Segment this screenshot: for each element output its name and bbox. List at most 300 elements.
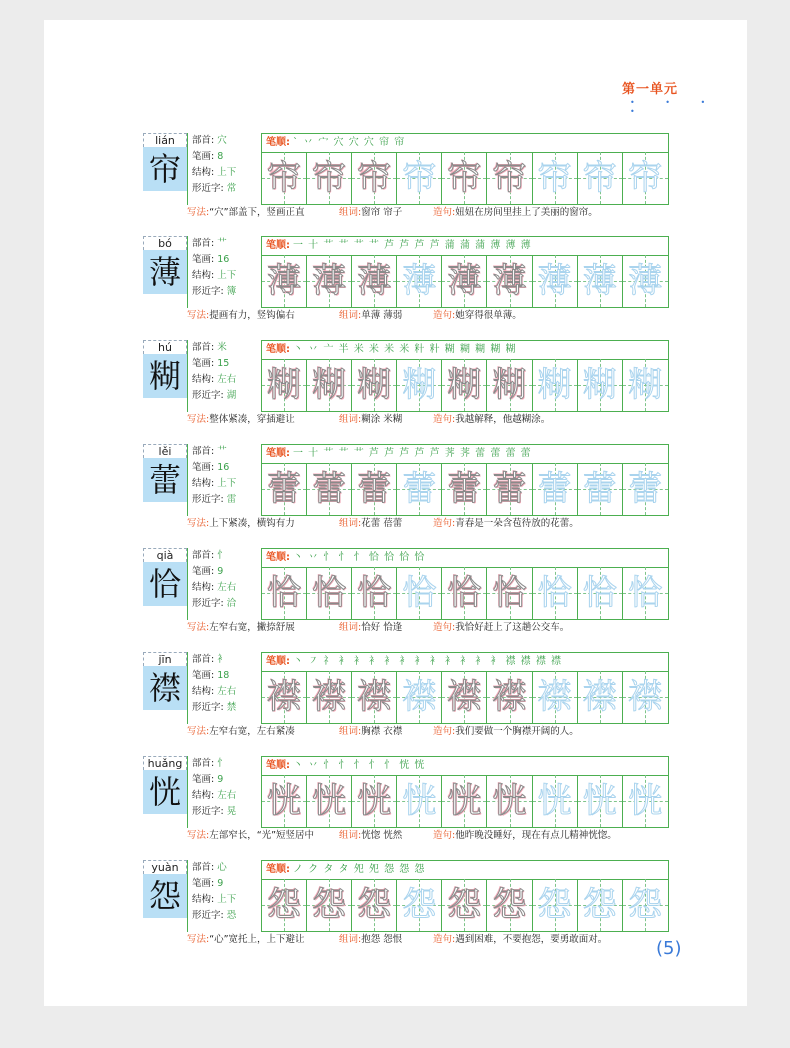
trace-character: 帘 <box>492 158 527 198</box>
trace-character: 薄 <box>267 261 302 301</box>
radical-label: 部首: <box>192 550 215 561</box>
practice-cell <box>533 775 578 827</box>
character-info <box>187 133 262 205</box>
stroke-order-label: 笔顺: <box>266 864 290 875</box>
practice-grid <box>261 756 669 828</box>
outline-character: 恍 <box>628 781 663 821</box>
word-examples <box>339 830 402 842</box>
trace-character: 襟 <box>267 677 302 717</box>
stroke-order-row <box>262 653 668 672</box>
writing-text: 上下紧凑，横钩有力 <box>209 518 295 529</box>
pinyin: lián <box>143 133 187 147</box>
word-examples <box>339 622 402 634</box>
practice-cells <box>262 152 668 204</box>
practice-cell <box>397 671 442 723</box>
workbook-page <box>44 20 747 1006</box>
sentence-text: 遇到困难，不要抱怨，要勇敢面对。 <box>455 934 608 945</box>
trace-character: 薄 <box>312 261 347 301</box>
words-label: 组词: <box>339 934 362 945</box>
outline-character: 襟 <box>537 677 572 717</box>
trace-character: 襟 <box>447 677 482 717</box>
similar-value: 簿 <box>226 286 237 297</box>
character-entry <box>143 133 669 217</box>
outline-character: 蕾 <box>628 469 663 509</box>
structure-label: 结构: <box>192 686 215 697</box>
writing-text: 提画有力，竖钩偏右 <box>209 310 295 321</box>
practice-cell <box>533 359 578 411</box>
unit-title: 第一单元 <box>622 82 679 97</box>
usage-row <box>187 726 669 738</box>
practice-cell <box>307 463 352 515</box>
trace-character: 薄 <box>357 261 392 301</box>
strokes-value: 16 <box>217 254 230 265</box>
outline-character: 恍 <box>402 781 437 821</box>
structure-label: 结构: <box>192 167 215 178</box>
outline-character: 恍 <box>582 781 617 821</box>
outline-character: 帘 <box>402 158 437 198</box>
trace-character: 帘 <box>447 158 482 198</box>
trace-character: 恍 <box>357 781 392 821</box>
practice-cells <box>262 463 668 515</box>
practice-cell <box>352 775 397 827</box>
practice-grid <box>261 236 669 308</box>
trace-character: 襟 <box>357 677 392 717</box>
outline-character: 蕾 <box>537 469 572 509</box>
outline-character: 怨 <box>537 885 572 925</box>
trace-character: 恰 <box>447 573 482 613</box>
outline-character: 薄 <box>402 261 437 301</box>
sentence-text: 妞妞在房间里挂上了美丽的窗帘。 <box>455 207 598 218</box>
words-label: 组词: <box>339 310 362 321</box>
practice-grid <box>261 133 669 205</box>
outline-character: 怨 <box>628 885 663 925</box>
radical-row <box>188 236 262 252</box>
strokes-value: 9 <box>217 566 224 577</box>
pinyin: lěi <box>143 444 187 458</box>
outline-character: 糊 <box>537 365 572 405</box>
structure-value: 上下 <box>217 894 237 905</box>
sentence-text: 我恰好赶上了这趟公交车。 <box>455 622 570 633</box>
writing-tip <box>187 310 295 322</box>
strokes-label: 笔画: <box>192 878 215 889</box>
trace-character: 恰 <box>492 573 527 613</box>
radical-label: 部首: <box>192 446 215 457</box>
words-text: 恍惚 恍然 <box>361 830 403 841</box>
structure-row <box>188 372 262 388</box>
words-text: 花蕾 蓓蕾 <box>361 518 403 529</box>
radical-value: 艹 <box>217 238 227 249</box>
practice-cell <box>442 152 487 204</box>
similar-label: 形近字: <box>192 806 224 817</box>
radical-value: 米 <box>217 342 227 353</box>
stroke-order-label: 笔顺: <box>266 137 290 148</box>
trace-character: 蕾 <box>447 469 482 509</box>
sentence-text: 我越解释，他越糊涂。 <box>455 414 551 425</box>
practice-cell <box>578 255 623 307</box>
stroke-order-sequence: 一 十 艹 艹 艹 芦 芦 芦 芦 芦 荠 荠 蕾 蕾 蕾 蕾 <box>293 448 532 459</box>
words-label: 组词: <box>339 622 362 633</box>
stroke-order-row <box>262 861 668 880</box>
practice-cell <box>262 775 307 827</box>
character-entry <box>143 548 669 632</box>
strokes-label: 笔画: <box>192 254 215 265</box>
structure-row <box>188 580 262 596</box>
outline-character: 薄 <box>582 261 617 301</box>
radical-row <box>188 756 262 772</box>
stroke-order-row <box>262 757 668 776</box>
character-card <box>143 236 187 308</box>
outline-character: 怨 <box>402 885 437 925</box>
practice-cell <box>578 463 623 515</box>
outline-character: 恰 <box>537 573 572 613</box>
stroke-order-row <box>262 237 668 256</box>
outline-character: 糊 <box>402 365 437 405</box>
similar-label: 形近字: <box>192 702 224 713</box>
word-examples <box>339 207 402 219</box>
similar-value: 恐 <box>226 910 237 921</box>
trace-character: 恰 <box>267 573 302 613</box>
writing-label: 写法: <box>187 414 210 425</box>
stroke-order-label: 笔顺: <box>266 240 290 251</box>
practice-cell <box>397 567 442 619</box>
sentence-label: 造句: <box>433 622 456 633</box>
trace-character: 薄 <box>447 261 482 301</box>
practice-grid <box>261 652 669 724</box>
radical-label: 部首: <box>192 238 215 249</box>
stroke-order-sequence: 一 十 艹 艹 艹 艹 芦 芦 芦 芦 蒲 蒲 蒲 薄 薄 薄 <box>293 240 532 251</box>
outline-character: 襟 <box>628 677 663 717</box>
trace-character: 恰 <box>312 573 347 613</box>
strokes-value: 8 <box>217 151 224 162</box>
practice-cell <box>352 255 397 307</box>
structure-row <box>188 684 262 700</box>
strokes-value: 16 <box>217 462 230 473</box>
radical-label: 部首: <box>192 654 215 665</box>
structure-label: 结构: <box>192 374 215 385</box>
structure-value: 左右 <box>217 582 237 593</box>
structure-row <box>188 788 262 804</box>
practice-cell <box>262 567 307 619</box>
trace-character: 襟 <box>312 677 347 717</box>
trace-character: 蕾 <box>357 469 392 509</box>
practice-cell <box>623 671 668 723</box>
pinyin: bó <box>143 236 187 250</box>
practice-cell <box>352 463 397 515</box>
stroke-order-label: 笔顺: <box>266 552 290 563</box>
words-text: 恰好 恰逢 <box>361 622 403 633</box>
trace-character: 襟 <box>492 677 527 717</box>
writing-label: 写法: <box>187 622 210 633</box>
practice-cells <box>262 775 668 827</box>
similar-row <box>188 804 262 820</box>
page-number: (5) <box>656 938 682 959</box>
outline-character: 薄 <box>628 261 663 301</box>
outline-character: 糊 <box>628 365 663 405</box>
pinyin: huǎng <box>143 756 187 770</box>
practice-cell <box>397 879 442 931</box>
main-character: 薄 <box>143 250 187 294</box>
practice-cell <box>487 463 532 515</box>
sentence-text: 青春是一朵含苞待放的花蕾。 <box>455 518 579 529</box>
trace-character: 怨 <box>357 885 392 925</box>
writing-tip <box>187 622 295 634</box>
practice-cell <box>352 359 397 411</box>
writing-tip <box>187 207 305 219</box>
trace-character: 怨 <box>267 885 302 925</box>
outline-character: 怨 <box>582 885 617 925</box>
trace-character: 恍 <box>312 781 347 821</box>
words-text: 抱怨 怨恨 <box>361 934 403 945</box>
main-character: 恍 <box>143 770 187 814</box>
radical-value: 艹 <box>217 446 227 457</box>
practice-cells <box>262 879 668 931</box>
practice-cell <box>578 671 623 723</box>
strokes-row <box>188 772 262 788</box>
word-examples <box>339 934 402 946</box>
character-info <box>187 236 262 308</box>
character-entry <box>143 860 669 944</box>
character-info <box>187 340 262 412</box>
practice-cell <box>623 879 668 931</box>
example-sentence <box>433 934 607 946</box>
trace-character: 怨 <box>312 885 347 925</box>
stroke-order-sequence: 丶 丷 亠 半 米 米 米 米 籵 籵 糊 糊 糊 糊 糊 <box>293 344 517 355</box>
practice-cell <box>623 567 668 619</box>
sentence-label: 造句: <box>433 830 456 841</box>
strokes-value: 15 <box>217 358 230 369</box>
words-text: 胸襟 衣襟 <box>361 726 403 737</box>
trace-character: 糊 <box>312 365 347 405</box>
practice-cell <box>442 567 487 619</box>
character-info <box>187 860 262 932</box>
structure-value: 左右 <box>217 790 237 801</box>
similar-row <box>188 388 262 404</box>
pinyin: yuàn <box>143 860 187 874</box>
outline-character: 恍 <box>537 781 572 821</box>
pinyin: jīn <box>143 652 187 666</box>
radical-row <box>188 340 262 356</box>
structure-value: 左右 <box>217 374 237 385</box>
practice-cell <box>578 879 623 931</box>
trace-character: 糊 <box>492 365 527 405</box>
practice-cell <box>397 152 442 204</box>
practice-cell <box>487 567 532 619</box>
strokes-row <box>188 668 262 684</box>
practice-grid <box>261 340 669 412</box>
practice-cell <box>352 671 397 723</box>
writing-label: 写法: <box>187 207 210 218</box>
words-text: 窗帘 帘子 <box>361 207 403 218</box>
practice-cell <box>307 255 352 307</box>
practice-cell <box>352 879 397 931</box>
practice-cell <box>442 463 487 515</box>
similar-label: 形近字: <box>192 183 224 194</box>
practice-cell <box>533 152 578 204</box>
character-entry <box>143 236 669 320</box>
words-label: 组词: <box>339 207 362 218</box>
practice-cell <box>442 879 487 931</box>
practice-cell <box>307 671 352 723</box>
practice-cells <box>262 671 668 723</box>
practice-cell <box>397 775 442 827</box>
outline-character: 恰 <box>628 573 663 613</box>
outline-character: 帘 <box>628 158 663 198</box>
structure-row <box>188 268 262 284</box>
practice-cell <box>352 567 397 619</box>
sentence-label: 造句: <box>433 726 456 737</box>
main-character: 糊 <box>143 354 187 398</box>
stroke-order-sequence: ノ ク タ タ 夗 夗 怨 怨 怨 <box>293 864 426 875</box>
similar-value: 雷 <box>226 494 237 505</box>
structure-label: 结构: <box>192 582 215 593</box>
strokes-label: 笔画: <box>192 774 215 785</box>
practice-cell <box>533 879 578 931</box>
trace-character: 糊 <box>357 365 392 405</box>
stroke-order-sequence: 丶 丷 忄 忄 忄 忄 忄 恍 恍 <box>293 760 426 771</box>
character-entry <box>143 340 669 424</box>
example-sentence <box>433 207 598 219</box>
strokes-label: 笔画: <box>192 462 215 473</box>
similar-row <box>188 181 262 197</box>
words-label: 组词: <box>339 518 362 529</box>
practice-cell <box>533 567 578 619</box>
character-entry <box>143 652 669 736</box>
trace-character: 薄 <box>492 261 527 301</box>
strokes-row <box>188 252 262 268</box>
example-sentence <box>433 830 617 842</box>
outline-character: 恰 <box>402 573 437 613</box>
emphasis-dots: • • • • <box>630 98 720 116</box>
stroke-order-label: 笔顺: <box>266 448 290 459</box>
practice-cell <box>487 359 532 411</box>
words-text: 单薄 薄弱 <box>361 310 403 321</box>
main-character: 帘 <box>143 147 187 191</box>
outline-character: 帘 <box>582 158 617 198</box>
similar-row <box>188 284 262 300</box>
example-sentence <box>433 726 579 738</box>
practice-cell <box>442 255 487 307</box>
structure-label: 结构: <box>192 270 215 281</box>
practice-cell <box>397 255 442 307</box>
example-sentence <box>433 310 522 322</box>
practice-cell <box>623 775 668 827</box>
radical-label: 部首: <box>192 342 215 353</box>
similar-row <box>188 596 262 612</box>
writing-tip <box>187 934 305 946</box>
stroke-order-sequence: 丶 ㇇ 礻 衤 衤 衤 衤 衤 衤 衤 衤 衤 衤 衤 襟 襟 襟 襟 <box>293 656 563 667</box>
outline-character: 襟 <box>582 677 617 717</box>
character-card <box>143 444 187 516</box>
outline-character: 蕾 <box>582 469 617 509</box>
outline-character: 薄 <box>537 261 572 301</box>
writing-label: 写法: <box>187 726 210 737</box>
words-text: 糊涂 米糊 <box>361 414 403 425</box>
radical-row <box>188 444 262 460</box>
sentence-label: 造句: <box>433 414 456 425</box>
practice-cell <box>352 152 397 204</box>
main-character: 蕾 <box>143 458 187 502</box>
practice-cell <box>487 671 532 723</box>
strokes-row <box>188 876 262 892</box>
similar-label: 形近字: <box>192 598 224 609</box>
usage-row <box>187 414 669 426</box>
sentence-label: 造句: <box>433 518 456 529</box>
outline-character: 糊 <box>582 365 617 405</box>
stroke-order-sequence: ` 丷 宀 穴 穴 穴 帘 帘 <box>293 137 406 148</box>
strokes-label: 笔画: <box>192 358 215 369</box>
trace-character: 蕾 <box>492 469 527 509</box>
words-label: 组词: <box>339 726 362 737</box>
character-card <box>143 133 187 205</box>
strokes-row <box>188 356 262 372</box>
similar-label: 形近字: <box>192 286 224 297</box>
writing-text: 左窄右宽，左右紧凑 <box>209 726 295 737</box>
trace-character: 糊 <box>447 365 482 405</box>
strokes-row <box>188 149 262 165</box>
strokes-label: 笔画: <box>192 566 215 577</box>
similar-label: 形近字: <box>192 494 224 505</box>
practice-grid <box>261 860 669 932</box>
practice-cell <box>487 255 532 307</box>
writing-text: “心”宽托上，上下避让 <box>209 934 305 945</box>
practice-cell <box>307 567 352 619</box>
practice-cell <box>307 879 352 931</box>
outline-character: 襟 <box>402 677 437 717</box>
practice-cells <box>262 567 668 619</box>
writing-tip <box>187 830 314 842</box>
practice-cell <box>397 359 442 411</box>
writing-text: 左窄右宽，撇捺舒展 <box>209 622 295 633</box>
words-label: 组词: <box>339 414 362 425</box>
words-label: 组词: <box>339 830 362 841</box>
similar-label: 形近字: <box>192 390 224 401</box>
strokes-value: 9 <box>217 878 224 889</box>
trace-character: 怨 <box>447 885 482 925</box>
outline-character: 蕾 <box>402 469 437 509</box>
practice-cells <box>262 359 668 411</box>
trace-character: 恰 <box>357 573 392 613</box>
trace-character: 蕾 <box>312 469 347 509</box>
practice-cell <box>262 879 307 931</box>
character-card <box>143 340 187 412</box>
practice-cell <box>533 671 578 723</box>
character-info <box>187 652 262 724</box>
practice-cell <box>578 152 623 204</box>
writing-text: “穴”部盖下，竖画正直 <box>209 207 305 218</box>
similar-row <box>188 492 262 508</box>
practice-cell <box>487 879 532 931</box>
example-sentence <box>433 414 550 426</box>
practice-cell <box>397 463 442 515</box>
practice-cell <box>487 775 532 827</box>
similar-label: 形近字: <box>192 910 224 921</box>
strokes-label: 笔画: <box>192 151 215 162</box>
practice-grid <box>261 444 669 516</box>
trace-character: 帘 <box>267 158 302 198</box>
usage-row <box>187 310 669 322</box>
stroke-order-label: 笔顺: <box>266 656 290 667</box>
main-character: 襟 <box>143 666 187 710</box>
stroke-order-label: 笔顺: <box>266 760 290 771</box>
writing-text: 左部窄长，“光”短竖居中 <box>209 830 315 841</box>
sentence-text: 我们要做一个胸襟开阔的人。 <box>455 726 579 737</box>
character-entry <box>143 444 669 528</box>
practice-cells <box>262 255 668 307</box>
practice-cell <box>578 359 623 411</box>
structure-value: 左右 <box>217 686 237 697</box>
strokes-row <box>188 460 262 476</box>
practice-cell <box>578 775 623 827</box>
